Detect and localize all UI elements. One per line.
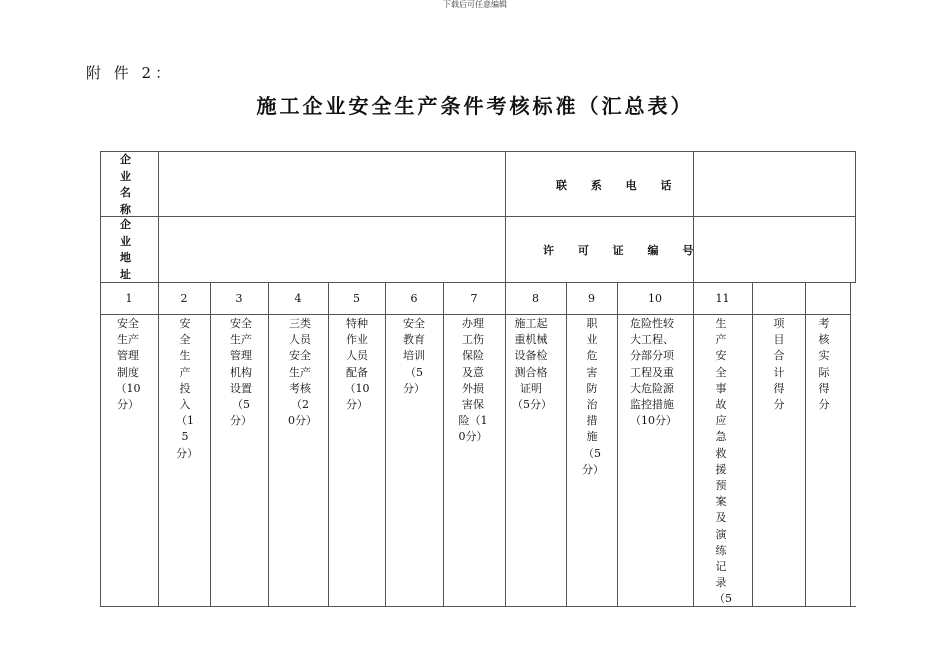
table-rule <box>100 282 856 283</box>
column-heading-7: 办理工伤保险及意外损害保险（10分） <box>458 317 488 444</box>
table-rule <box>268 282 269 606</box>
table-rule <box>100 314 850 315</box>
table-rule <box>693 282 694 606</box>
column-heading-11: 生产安全事故应急救援预案及演练记录（5 <box>714 317 732 606</box>
column-heading-6: 安全教育培训（5分） <box>403 317 425 395</box>
document-title: 施工企业安全生产条件考核标准（汇总表） <box>256 94 694 118</box>
attachment-label: 附 件 2： <box>86 64 175 82</box>
header-note: 下载后可任意编辑 <box>443 0 507 9</box>
column-number-3: 3 <box>235 292 243 305</box>
column-number-4: 4 <box>294 292 302 305</box>
table-rule <box>210 282 211 606</box>
column-heading-8: 施工起重机械设备检测合格证明（5分） <box>512 317 552 412</box>
table-rule <box>158 151 159 282</box>
column-heading-10: 危险性较大工程、分部分项工程及重大危险源监控措施（10分） <box>630 317 677 428</box>
column-heading-1: 安全生产管理制度（10分） <box>115 317 141 412</box>
company-name-label: 企业名称 <box>120 153 131 216</box>
table-border-left <box>100 151 101 607</box>
column-heading-2: 安全生产投入（15分） <box>176 317 198 460</box>
table-rule <box>693 151 694 282</box>
column-number-9: 9 <box>588 292 595 305</box>
company-address-label: 企业地址 <box>120 218 131 281</box>
table-border-top <box>100 151 856 152</box>
column-number-7: 7 <box>470 292 478 305</box>
column-heading-3: 安全生产管理机构设置（5分） <box>230 317 252 428</box>
table-rule <box>443 282 444 606</box>
table-rule <box>100 216 856 217</box>
table-rule <box>805 282 806 606</box>
table-rule <box>566 282 567 606</box>
table-border-bottom <box>100 606 856 607</box>
contact-phone-label: 联 系 电 话 <box>556 179 682 192</box>
license-number-label: 许 可 证 编 号 <box>543 244 704 257</box>
column-number-10: 10 <box>648 292 662 305</box>
table-rule <box>505 282 506 606</box>
column-number-2: 2 <box>180 292 188 305</box>
column-number-5: 5 <box>353 292 360 305</box>
table-rule <box>385 282 386 606</box>
column-heading-4: 三类人员安全生产考核（20分） <box>288 317 317 428</box>
column-number-8: 8 <box>532 292 539 305</box>
project-total-score-heading: 项目合计得分 <box>773 317 785 412</box>
column-number-11: 11 <box>715 292 730 305</box>
table-border-right <box>850 282 851 606</box>
column-heading-9: 职业危害防治措施（5分） <box>582 317 604 476</box>
table-rule <box>328 282 329 606</box>
actual-score-heading: 考核实际得分 <box>818 317 830 412</box>
table-rule <box>158 282 159 606</box>
table-rule <box>617 282 618 606</box>
column-heading-5: 特种作业人员配备（10分） <box>344 317 370 412</box>
table-rule <box>752 282 753 606</box>
table-rule <box>505 151 506 282</box>
table-border-right <box>855 151 856 282</box>
column-number-1: 1 <box>125 292 133 305</box>
column-number-6: 6 <box>410 292 418 305</box>
